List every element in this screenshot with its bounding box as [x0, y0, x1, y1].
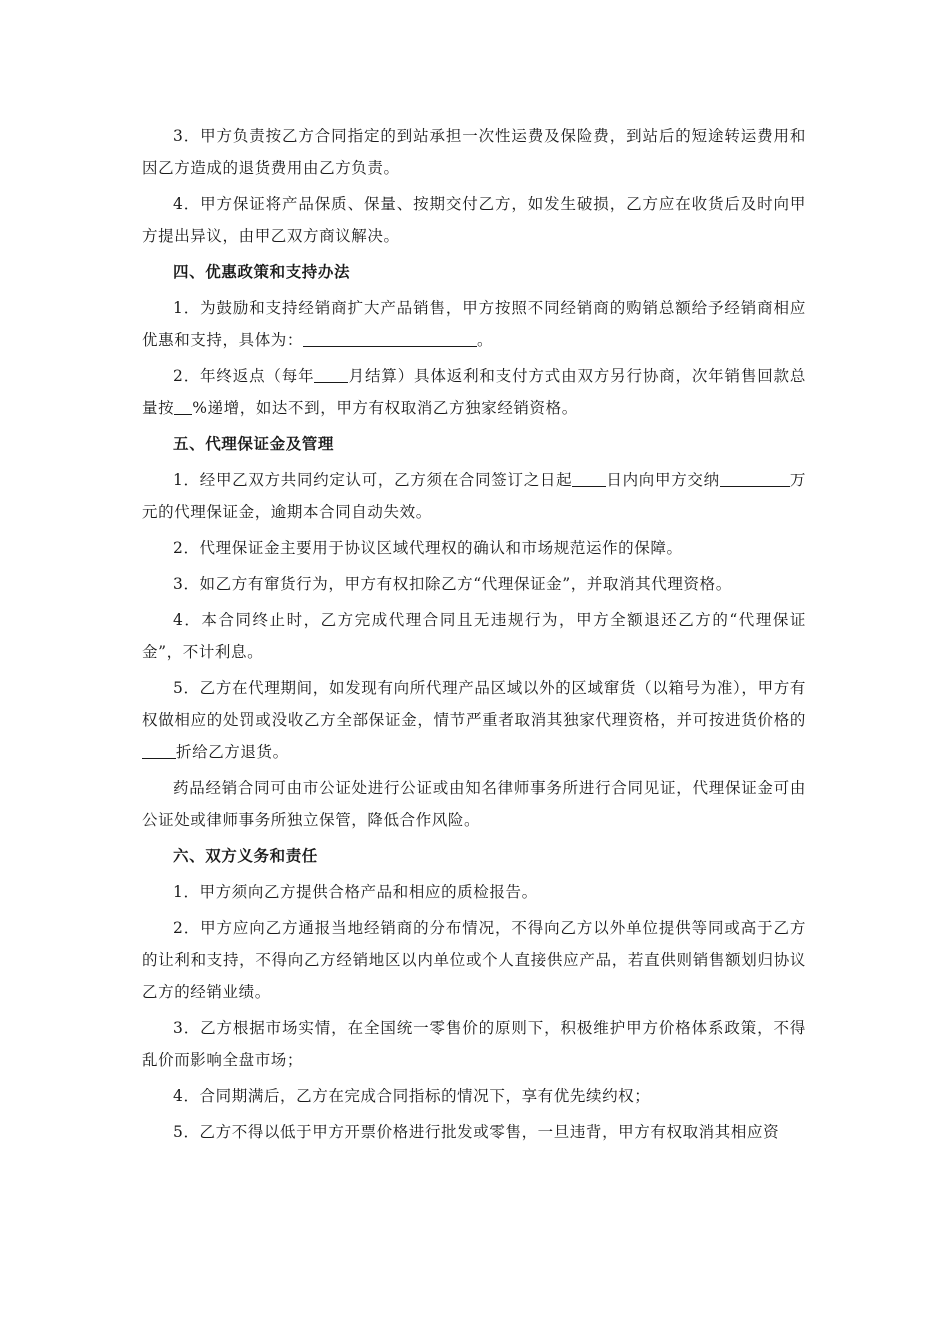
- clause-deposit-refund: 4．本合同终止时，乙方完成代理合同且无违规行为，甲方全额退还乙方的“代理保证金”，不计利息。: [142, 611, 806, 661]
- document-body: [142, 120, 806, 1152]
- blank-field: [303, 329, 477, 347]
- obligation-3: 3．乙方根据市场实情，在全国统一零售价的原则下，积极维护甲方价格体系政策，不得乱价而影响全盘市场；: [142, 1019, 806, 1069]
- blank-field: [572, 469, 606, 487]
- clause-deposit-purpose: 2．代理保证金主要用于协议区域代理权的确认和市场规范运作的保障。: [173, 539, 683, 557]
- clause-year-end-rebate: 2．年终返点（每年 月结算）具体返利和支付方式由双方另行协商，次年销售回款总量按 %递增，如达不到，甲方有权取消乙方独家经销资格。: [142, 367, 806, 417]
- notarization-note: 药品经销合同可由市公证处进行公证或由知名律师事务所进行合同见证，代理保证金可由公证处或律师事务所独立保管，降低合作风险。: [142, 779, 806, 829]
- clause-cross-selling: 3．如乙方有窜货行为，甲方有权扣除乙方“代理保证金”，并取消其代理资格。: [173, 575, 732, 593]
- blank-field: [314, 365, 348, 383]
- blank-field: [174, 397, 192, 415]
- clause-discount-support: 1．为鼓励和支持经销商扩大产品销售，甲方按照不同经销商的购销总额给予经销商相应优惠和支持，具体为： 。: [142, 299, 806, 349]
- section-heading-5: 五、代理保证金及管理: [173, 434, 335, 453]
- section-heading-4: 四、优惠政策和支持办法: [173, 262, 351, 281]
- clause-3-freight: 3．甲方负责按乙方合同指定的到站承担一次性运费及保险费，到站后的短途转运费用和因乙方造成的退货费用由乙方负责。: [142, 127, 806, 177]
- clause-penalty: 5．乙方在代理期间，如发现有向所代理产品区域以外的区域窜货（以箱号为准），甲方有权做相应的处罚或没收乙方全部保证金，情节严重者取消其独家代理资格，并可按进货价格的折给乙方退货。: [142, 679, 806, 761]
- obligation-1: 1．甲方须向乙方提供合格产品和相应的质检报告。: [173, 883, 538, 901]
- clause-4-quality: 4．甲方保证将产品保质、保量、按期交付乙方，如发生破损，乙方应在收货后及时向甲方提出异议，由甲乙双方商议解决。: [142, 195, 806, 245]
- obligation-2: 2．甲方应向乙方通报当地经销商的分布情况，不得向乙方以外单位提供等同或高于乙方的让利和支持，不得向乙方经销地区以内单位或个人直接供应产品，若直供则销售额划归协议乙方的经销业绩。: [142, 919, 806, 1001]
- obligation-4: 4．合同期满后，乙方在完成合同指标的情况下，享有优先续约权；: [173, 1087, 651, 1105]
- blank-field: [720, 469, 790, 487]
- obligation-5: 5．乙方不得以低于甲方开票价格进行批发或零售，一旦违背，甲方有权取消其相应资: [173, 1123, 780, 1141]
- section-heading-6: 六、双方义务和责任: [173, 846, 318, 865]
- clause-deposit-payment: 1．经甲乙双方共同约定认可，乙方须在合同签订之日起 日内向甲方交纳 万元的代理保证金，逾期本合同自动失效。: [142, 471, 806, 521]
- blank-field: [142, 741, 176, 759]
